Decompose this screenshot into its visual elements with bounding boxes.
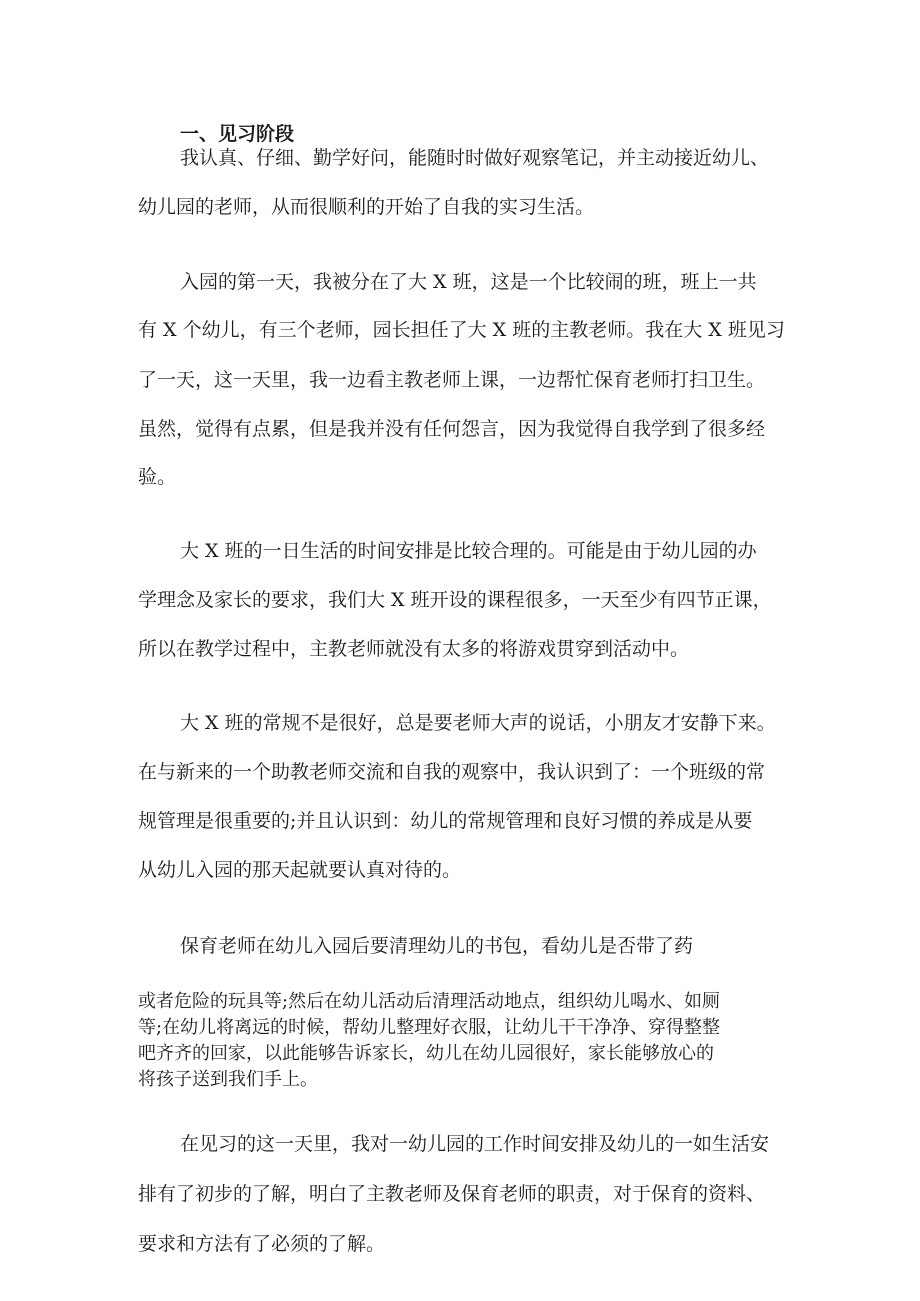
paragraph-3-line-2: 学理念及家长的要求，我们大 X 班开设的课程很多，一天至少有四节正课， [138,589,772,611]
paragraph-6-line-3: 吧齐齐的回家，以此能够告诉家长，幼儿在幼儿园很好，家长能够放心的 [138,1043,714,1064]
paragraph-6-line-2: 等;在幼儿将离远的时候，帮幼儿整理好衣服，让幼儿干干净净、穿得整整 [138,1017,721,1038]
paragraph-4-line-1: 大 X 班的常规不是很好，总是要老师大声的说话，小朋友才安静下来。 [180,712,776,734]
paragraph-7-line-1: 在见习的这一天里，我对一幼儿园的工作时间安排及幼儿的一如生活安 [180,1133,770,1155]
paragraph-2-line-4: 虽然，觉得有点累，但是我并没有任何怨言，因为我觉得自我学到了很多经 [138,418,766,440]
paragraph-1-line-1: 我认真、仔细、勤学好问，能随时时做好观察笔记，并主动接近幼儿、 [180,147,770,169]
section-heading: 一、见习阶段 [180,123,295,145]
paragraph-1-line-2: 幼儿园的老师，从而很顺利的开始了自我的实习生活。 [138,196,595,218]
paragraph-4-line-3: 规管理是很重要的;并且认识到：幼儿的常规管理和良好习惯的养成是从要 [138,810,753,832]
paragraph-5-line-1: 保育老师在幼儿入园后要清理幼儿的书包，看幼儿是否带了药 [180,935,694,957]
paragraph-2-line-1: 入园的第一天，我被分在了大 X 班，这是一个比较闹的班，班上一共 [180,271,757,293]
paragraph-2-line-2: 有 X 个幼儿，有三个老师，园长担任了大 X 班的主教老师。我在大 X 班见习 [138,319,785,341]
paragraph-4-line-2: 在与新来的一个助教老师交流和自我的观察中，我认识到了：一个班级的常 [138,761,766,783]
paragraph-6-line-4: 将孩子送到我们手上。 [138,1069,318,1090]
paragraph-3-line-1: 大 X 班的一日生活的时间安排是比较合理的。可能是由于幼儿园的办 [180,540,757,562]
paragraph-7-line-3: 要求和方法有了必须的了解。 [138,1233,386,1255]
paragraph-4-line-4: 从幼儿入园的那天起就要认真对待的。 [138,859,462,881]
paragraph-2-line-3: 了一天，这一天里，我一边看主教老师上课，一边帮忙保育老师打扫卫生。 [138,369,766,391]
paragraph-7-line-2: 排有了初步的了解，明白了主教老师及保育老师的职责，对于保育的资料、 [138,1183,766,1205]
paragraph-6-line-1: 或者危险的玩具等;然后在幼儿活动后清理活动地点，组织幼儿喝水、如厕 [138,991,721,1012]
paragraph-2-line-5: 验。 [138,466,177,488]
paragraph-3-line-3: 所以在教学过程中，主教老师就没有太多的将游戏贯穿到活动中。 [138,638,690,660]
